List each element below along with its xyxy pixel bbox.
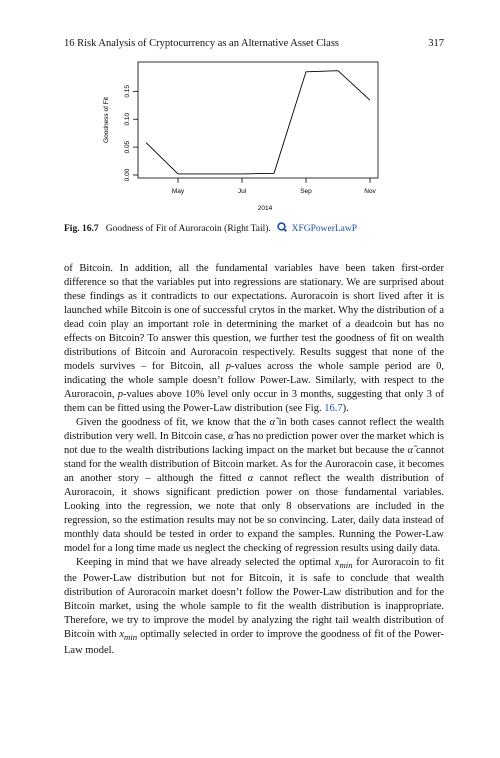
quantlet-link[interactable]: XFGPowerLawP (291, 224, 358, 234)
x-axis (172, 178, 377, 195)
paragraph (64, 262, 444, 416)
text-run: of Bitcoin. In addition, all the fundamental variables have been taken first-order difference so that the variables put into regressions are stationary. We are surprised about these findings as it contradicts to our expectations. Auroracoin is short lived after it is launched while Bitcoin is one of successful crytos in the market. Why the distribution of a dead coin play an important role in determining the market of a deadcoin but has no effects on Bitcoin? To answer this question, we further test the goodness of fit on wealth distributions of Bitcoin and Auroracoin respectively. Results suggest that none of the models survives – for Bitcoin, all (64, 263, 444, 372)
page-number: 317 (428, 38, 444, 49)
figure-reference-link[interactable]: 16.7 (324, 403, 343, 414)
text-run: ). (342, 403, 349, 414)
math-symbol: p (117, 389, 124, 400)
text-run: Keeping in mind that we have already selected the optimal (76, 557, 335, 568)
text-run: optimally selected in order to improve the goodness of fit of the Power-Law model. (64, 629, 444, 657)
math-subscript: min (124, 632, 138, 643)
plot-frame (138, 62, 378, 178)
text-run: -values above 10% level only occur in 3 months, suggesting that only 3 of them can be fitted using the Power-Law distribution (see Fig. (64, 389, 444, 414)
x-tick-label: Sep (300, 188, 312, 195)
body-text (64, 262, 444, 658)
math-symbol: α̂ (228, 431, 234, 442)
y-tick-label: 0.15 (124, 84, 131, 98)
text-run: cannot stand for the wealth distribution of Bitcoin market. As for the Auroracoin case, it becomes an another story – although the fitted (64, 445, 444, 484)
math-symbol: p (225, 361, 231, 372)
math-symbol: x (334, 557, 340, 568)
text-run: in both cases cannot reflect the wealth distribution very well. In Bitcoin case, (64, 417, 445, 442)
x-tick-label: Jul (237, 188, 247, 195)
quantlet-icon (277, 222, 287, 236)
x-axis-label: 2014 (257, 205, 273, 212)
y-tick-label: 0.05 (124, 140, 131, 154)
math-symbol: α̂ (407, 445, 413, 456)
series-line (146, 71, 370, 174)
goodness-of-fit-chart (0, 0, 500, 230)
text-run: cannot reflect the wealth distribution of Auroracoin, it shows significant prediction power on those fundamental variables. Looking into the regression, we note that only 8 observations are included in the regression, so the estimation results may not be so convincing. Later, daily data instead of monthly data should be tested in order to expand the samples. Running the Power-Law model for a long time made us neglect the checking of regression results using daily data. (64, 473, 444, 554)
paragraph (64, 556, 444, 658)
figure-caption (64, 222, 444, 236)
x-tick-label: May (171, 188, 185, 195)
figure-label: Fig. 16.7 (64, 224, 99, 234)
y-axis-label: Goodness of Fit (103, 97, 110, 143)
y-axis (124, 85, 138, 182)
math-symbol: x (119, 629, 125, 641)
y-tick-label: 0.00 (124, 168, 131, 182)
text-run: -values across the whole sample period are 0, indicating the whole sample doesn’t follow Power-Law. Similarly, with respect to the Auroracoin, (64, 361, 445, 400)
text-run: for Auroracoin to fit the Power-Law distribution but not for Bitcoin, it is safe to conclude that wealth distribution of Auroracoin market doesn’t follow the Power-Law distribution and for the Bitcoin market, using the whole sample to fit the wealth distribution is inappropriate. Therefore, we try to improve the model by analyzing the right tail wealth distribution of Bitcoin with (64, 557, 444, 641)
running-head: 16 Risk Analysis of Cryptocurrency as an Alternative Asset Class (64, 38, 340, 49)
y-tick-label: 0.10 (124, 112, 131, 126)
paragraph (64, 416, 444, 556)
math-subscript: min (339, 560, 353, 571)
text-run: has no prediction power over the market which is not due to the wealth distributions lacking impact on the market but because the (64, 431, 444, 456)
x-tick-label: Nov (364, 188, 376, 195)
math-symbol: α̂ (269, 417, 276, 428)
figure-caption-text: Goodness of Fit of Auroracoin (Right Tail). (105, 224, 271, 234)
math-symbol: α (247, 473, 254, 484)
text-run: Given the goodness of fit, we know that the (76, 417, 270, 428)
